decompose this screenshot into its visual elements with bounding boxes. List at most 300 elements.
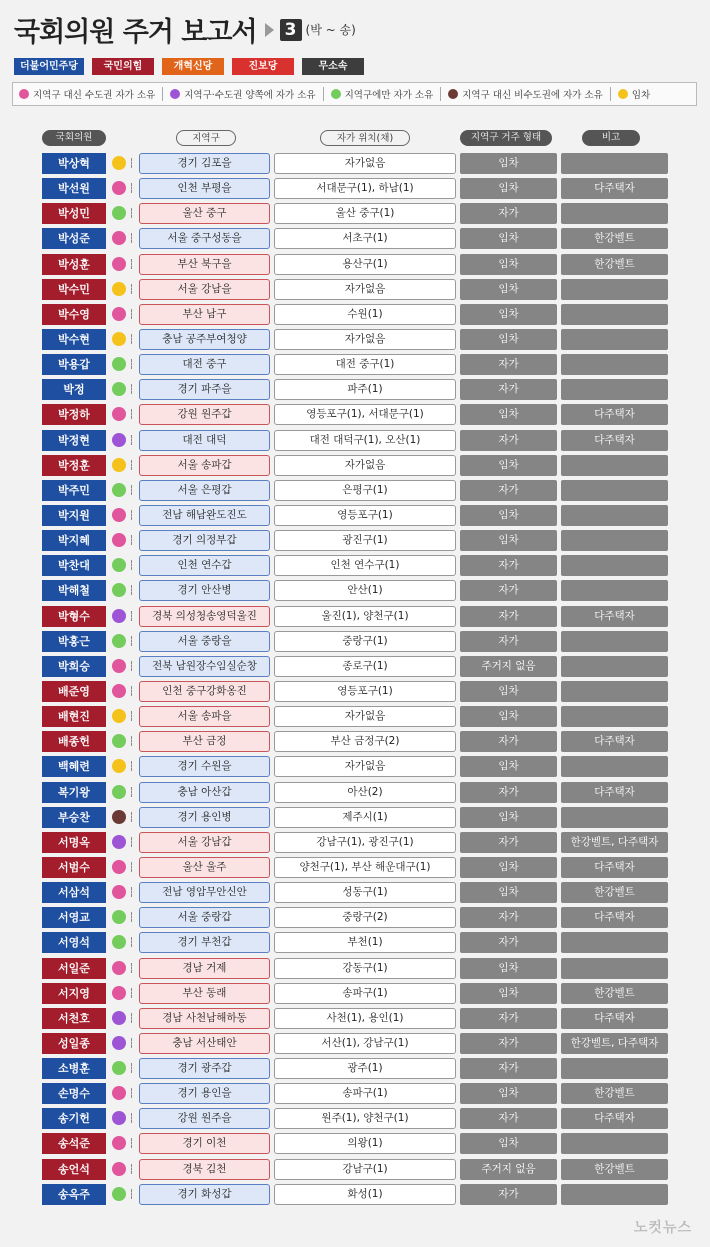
category-dot-icon [112, 583, 126, 597]
note-cell: 한강벨트 [561, 983, 668, 1004]
district-cell: 경기 김포을 [139, 153, 270, 174]
table-row [0, 906, 710, 931]
member-name: 송옥주 [42, 1184, 106, 1205]
location-cell: 용산구(1) [274, 254, 456, 275]
dashed-divider [131, 636, 132, 646]
location-cell: 광주(1) [274, 1058, 456, 1079]
note-cell: 한강벨트 [561, 254, 668, 275]
location-cell: 원주(1), 양천구(1) [274, 1108, 456, 1129]
member-name: 박용갑 [42, 354, 106, 375]
note-cell [561, 807, 668, 828]
category-dot-icon [112, 609, 126, 623]
member-name: 박찬대 [42, 555, 106, 576]
note-cell [561, 932, 668, 953]
district-cell: 대전 중구 [139, 354, 270, 375]
note-cell: 한강벨트 [561, 1083, 668, 1104]
category-dot-icon [112, 1111, 126, 1125]
table-row [0, 227, 710, 252]
news-logo: 노컷뉴스 [633, 1220, 692, 1236]
header-residence: 지역구 거주 형태 [460, 130, 552, 146]
note-cell [561, 1133, 668, 1154]
category-dot-icon [112, 382, 126, 396]
location-cell: 자가없음 [274, 153, 456, 174]
table-row [0, 303, 710, 328]
dashed-divider [131, 384, 132, 394]
dashed-divider [131, 183, 132, 193]
member-name: 성일종 [42, 1033, 106, 1054]
table-row [0, 429, 710, 454]
district-cell: 경기 파주을 [139, 379, 270, 400]
member-name: 박정현 [42, 430, 106, 451]
location-cell: 송파구(1) [274, 1083, 456, 1104]
note-cell [561, 153, 668, 174]
member-name: 박수영 [42, 304, 106, 325]
category-dot-icon [112, 1061, 126, 1075]
table-row [0, 1183, 710, 1208]
dashed-divider [131, 259, 132, 269]
legend-label: 지역구에만 자가 소유 [344, 90, 434, 101]
dashed-divider [131, 937, 132, 947]
residence-cell: 자가 [460, 430, 557, 451]
category-dot-icon [112, 1011, 126, 1025]
dashed-divider [131, 862, 132, 872]
district-cell: 서울 송파을 [139, 706, 270, 727]
district-cell: 충남 아산갑 [139, 782, 270, 803]
legend-divider [323, 87, 324, 101]
residence-cell: 임차 [460, 681, 557, 702]
table-row [0, 781, 710, 806]
table-row [0, 328, 710, 353]
location-cell: 자가없음 [274, 455, 456, 476]
district-cell: 전남 해남완도진도 [139, 505, 270, 526]
district-cell: 서울 강남을 [139, 279, 270, 300]
residence-cell: 임차 [460, 455, 557, 476]
dashed-divider [131, 761, 132, 771]
header-district: 지역구 [176, 130, 236, 146]
residence-cell: 자가 [460, 782, 557, 803]
dashed-divider [131, 585, 132, 595]
note-cell [561, 555, 668, 576]
district-cell: 충남 서산태안 [139, 1033, 270, 1054]
table-row [0, 1082, 710, 1107]
district-cell: 경기 안산병 [139, 580, 270, 601]
residence-cell: 자가 [460, 1058, 557, 1079]
dashed-divider [131, 485, 132, 495]
table-row [0, 1057, 710, 1082]
location-cell: 자가없음 [274, 756, 456, 777]
category-dot-icon [112, 458, 126, 472]
table-row [0, 454, 710, 479]
note-cell [561, 656, 668, 677]
category-dot-icon [112, 1036, 126, 1050]
legend-dot-icon [331, 89, 341, 99]
residence-cell: 임차 [460, 958, 557, 979]
table-row [0, 680, 710, 705]
table-row [0, 831, 710, 856]
table-row [0, 655, 710, 680]
note-cell [561, 329, 668, 350]
legend-divider [162, 87, 163, 101]
dashed-divider [131, 309, 132, 319]
note-cell [561, 1184, 668, 1205]
table-row [0, 605, 710, 630]
district-cell: 전남 영암무안신안 [139, 882, 270, 903]
member-name: 서명옥 [42, 832, 106, 853]
category-dot-icon [112, 634, 126, 648]
note-cell [561, 756, 668, 777]
district-cell: 경남 거제 [139, 958, 270, 979]
residence-cell: 임차 [460, 304, 557, 325]
district-cell: 부산 동래 [139, 983, 270, 1004]
dashed-divider [131, 611, 132, 621]
party-tag: 진보당 [232, 58, 294, 75]
note-cell [561, 958, 668, 979]
dashed-divider [131, 686, 132, 696]
note-cell: 다주택자 [561, 731, 668, 752]
table-row [0, 253, 710, 278]
table-row [0, 1158, 710, 1183]
location-cell: 강동구(1) [274, 958, 456, 979]
legend-item [618, 87, 650, 101]
location-cell: 파주(1) [274, 379, 456, 400]
residence-cell: 자가 [460, 480, 557, 501]
location-cell: 자가없음 [274, 329, 456, 350]
party-tag: 무소속 [302, 58, 364, 75]
member-name: 소병훈 [42, 1058, 106, 1079]
legend-label: 지역구·수도권 양쪽에 자가 소유 [184, 90, 316, 101]
district-cell: 인천 중구강화옹진 [139, 681, 270, 702]
residence-cell: 임차 [460, 178, 557, 199]
member-name: 송기헌 [42, 1108, 106, 1129]
category-dot-icon [112, 407, 126, 421]
residence-cell: 자가 [460, 1108, 557, 1129]
dashed-divider [131, 560, 132, 570]
note-cell: 다주택자 [561, 907, 668, 928]
residence-cell: 임차 [460, 505, 557, 526]
note-cell: 다주택자 [561, 1008, 668, 1029]
location-cell: 영등포구(1) [274, 505, 456, 526]
category-dot-icon [112, 935, 126, 949]
residence-cell: 자가 [460, 580, 557, 601]
district-cell: 강원 원주갑 [139, 404, 270, 425]
district-cell: 서울 중구성동을 [139, 228, 270, 249]
residence-cell: 자가 [460, 203, 557, 224]
residence-cell: 주거지 없음 [460, 1159, 557, 1180]
dashed-divider [131, 233, 132, 243]
note-cell: 다주택자 [561, 404, 668, 425]
legend-item [448, 87, 603, 101]
district-cell: 경남 사천남해하동 [139, 1008, 270, 1029]
residence-cell: 자가 [460, 731, 557, 752]
residence-cell: 자가 [460, 1008, 557, 1029]
residence-cell: 자가 [460, 379, 557, 400]
district-cell: 울산 중구 [139, 203, 270, 224]
note-cell [561, 706, 668, 727]
table-row [0, 630, 710, 655]
member-name: 서천호 [42, 1008, 106, 1029]
volume-badge: 3 [280, 19, 302, 41]
category-dot-icon [112, 961, 126, 975]
dashed-divider [131, 158, 132, 168]
member-name: 박지원 [42, 505, 106, 526]
category-dot-icon [112, 533, 126, 547]
residence-cell: 자가 [460, 631, 557, 652]
category-dot-icon [112, 810, 126, 824]
dashed-divider [131, 1088, 132, 1098]
residence-cell: 임차 [460, 807, 557, 828]
district-cell: 경북 김천 [139, 1159, 270, 1180]
member-name: 박지혜 [42, 530, 106, 551]
dashed-divider [131, 787, 132, 797]
location-cell: 서산(1), 강남구(1) [274, 1033, 456, 1054]
dashed-divider [131, 1063, 132, 1073]
dashed-divider [131, 460, 132, 470]
member-name: 박수현 [42, 329, 106, 350]
district-cell: 경기 이천 [139, 1133, 270, 1154]
category-dot-icon [112, 759, 126, 773]
residence-cell: 임차 [460, 706, 557, 727]
district-cell: 경기 화성갑 [139, 1184, 270, 1205]
location-cell: 아산(2) [274, 782, 456, 803]
district-cell: 부산 북구을 [139, 254, 270, 275]
residence-cell: 임차 [460, 404, 557, 425]
table-row [0, 931, 710, 956]
district-cell: 서울 중랑을 [139, 631, 270, 652]
table-header [0, 130, 710, 146]
note-cell [561, 631, 668, 652]
location-cell: 안산(1) [274, 580, 456, 601]
location-cell: 부산 금정구(2) [274, 731, 456, 752]
table-row [0, 982, 710, 1007]
district-cell: 경기 의정부갑 [139, 530, 270, 551]
district-cell: 서울 강남갑 [139, 832, 270, 853]
residence-cell: 자가 [460, 932, 557, 953]
dashed-divider [131, 837, 132, 847]
table-row [0, 1032, 710, 1057]
table-row [0, 1132, 710, 1157]
member-name: 박해철 [42, 580, 106, 601]
dashed-divider [131, 963, 132, 973]
member-name: 박홍근 [42, 631, 106, 652]
title-row [14, 10, 356, 49]
district-cell: 경기 부천갑 [139, 932, 270, 953]
table-row [0, 755, 710, 780]
table-row [0, 1007, 710, 1032]
residence-cell: 임차 [460, 983, 557, 1004]
note-cell [561, 580, 668, 601]
table-row [0, 806, 710, 831]
member-name: 박성민 [42, 203, 106, 224]
color-legend [12, 82, 697, 106]
residence-cell: 자가 [460, 832, 557, 853]
table-row [0, 1107, 710, 1132]
legend-dot-icon [170, 89, 180, 99]
residence-cell: 자가 [460, 555, 557, 576]
note-cell [561, 681, 668, 702]
note-cell [561, 1058, 668, 1079]
district-cell: 인천 연수갑 [139, 555, 270, 576]
note-cell [561, 505, 668, 526]
note-cell: 다주택자 [561, 606, 668, 627]
note-cell: 다주택자 [561, 782, 668, 803]
category-dot-icon [112, 1162, 126, 1176]
residence-cell: 임차 [460, 254, 557, 275]
location-cell: 자가없음 [274, 279, 456, 300]
member-name: 박선원 [42, 178, 106, 199]
district-cell: 인천 부평을 [139, 178, 270, 199]
category-dot-icon [112, 483, 126, 497]
district-cell: 서울 중랑갑 [139, 907, 270, 928]
dashed-divider [131, 535, 132, 545]
dashed-divider [131, 1038, 132, 1048]
residence-cell: 임차 [460, 1083, 557, 1104]
location-cell: 은평구(1) [274, 480, 456, 501]
table-row [0, 152, 710, 177]
category-dot-icon [112, 1187, 126, 1201]
legend-item [170, 87, 315, 101]
location-cell: 송파구(1) [274, 983, 456, 1004]
district-cell: 경기 광주갑 [139, 1058, 270, 1079]
location-cell: 광진구(1) [274, 530, 456, 551]
note-cell [561, 530, 668, 551]
dashed-divider [131, 812, 132, 822]
member-name: 박주민 [42, 480, 106, 501]
location-cell: 화성(1) [274, 1184, 456, 1205]
residence-cell: 임차 [460, 153, 557, 174]
member-table [0, 152, 710, 1208]
dashed-divider [131, 661, 132, 671]
note-cell [561, 379, 668, 400]
note-cell: 한강벨트 [561, 882, 668, 903]
member-name: 배준영 [42, 681, 106, 702]
location-cell: 종로구(1) [274, 656, 456, 677]
member-name: 서지영 [42, 983, 106, 1004]
note-cell: 한강벨트 [561, 1159, 668, 1180]
category-dot-icon [112, 684, 126, 698]
member-name: 박성훈 [42, 254, 106, 275]
table-row [0, 957, 710, 982]
location-cell: 사천(1), 용인(1) [274, 1008, 456, 1029]
category-dot-icon [112, 282, 126, 296]
play-arrow-icon [265, 23, 274, 37]
legend-item [19, 87, 155, 101]
location-cell: 영등포구(1), 서대문구(1) [274, 404, 456, 425]
legend-label: 지역구 대신 비수도권에 자가 소유 [462, 90, 603, 101]
legend-divider [440, 87, 441, 101]
location-cell: 양천구(1), 부산 해운대구(1) [274, 857, 456, 878]
legend-item [331, 87, 434, 101]
member-name: 박형수 [42, 606, 106, 627]
location-cell: 중랑구(2) [274, 907, 456, 928]
location-cell: 부천(1) [274, 932, 456, 953]
member-name: 배현진 [42, 706, 106, 727]
category-dot-icon [112, 885, 126, 899]
legend-label: 지역구 대신 수도권 자가 소유 [33, 90, 156, 101]
member-name: 배종헌 [42, 731, 106, 752]
table-row [0, 504, 710, 529]
location-cell: 울진(1), 양천구(1) [274, 606, 456, 627]
location-cell: 제주시(1) [274, 807, 456, 828]
table-row [0, 378, 710, 403]
dashed-divider [131, 510, 132, 520]
category-dot-icon [112, 307, 126, 321]
location-cell: 서초구(1) [274, 228, 456, 249]
party-tag: 더불어민주당 [14, 58, 84, 75]
member-name: 백혜련 [42, 756, 106, 777]
note-cell [561, 480, 668, 501]
member-name: 서범수 [42, 857, 106, 878]
note-cell [561, 354, 668, 375]
district-cell: 강원 원주을 [139, 1108, 270, 1129]
district-cell: 서울 은평갑 [139, 480, 270, 501]
dashed-divider [131, 334, 132, 344]
district-cell: 부산 금정 [139, 731, 270, 752]
member-name: 박성준 [42, 228, 106, 249]
district-cell: 대전 대덕 [139, 430, 270, 451]
legend-dot-icon [618, 89, 628, 99]
residence-cell: 자가 [460, 907, 557, 928]
location-cell: 성동구(1) [274, 882, 456, 903]
dashed-divider [131, 409, 132, 419]
category-dot-icon [112, 257, 126, 271]
residence-cell: 임차 [460, 756, 557, 777]
district-cell: 경북 의성청송영덕울진 [139, 606, 270, 627]
dashed-divider [131, 284, 132, 294]
party-legend [14, 58, 364, 75]
residence-cell: 임차 [460, 530, 557, 551]
dashed-divider [131, 208, 132, 218]
dashed-divider [131, 1013, 132, 1023]
note-cell [561, 279, 668, 300]
dashed-divider [131, 1164, 132, 1174]
table-row [0, 881, 710, 906]
member-name: 손명수 [42, 1083, 106, 1104]
member-name: 서일준 [42, 958, 106, 979]
note-cell: 한강벨트 [561, 228, 668, 249]
legend-dot-icon [19, 89, 29, 99]
category-dot-icon [112, 1086, 126, 1100]
dashed-divider [131, 359, 132, 369]
category-dot-icon [112, 709, 126, 723]
category-dot-icon [112, 156, 126, 170]
residence-cell: 자가 [460, 1184, 557, 1205]
district-cell: 울산 울주 [139, 857, 270, 878]
location-cell: 영등포구(1) [274, 681, 456, 702]
residence-cell: 임차 [460, 329, 557, 350]
category-dot-icon [112, 734, 126, 748]
table-row [0, 705, 710, 730]
table-row [0, 403, 710, 428]
table-row [0, 353, 710, 378]
note-cell [561, 304, 668, 325]
party-tag: 개혁신당 [162, 58, 224, 75]
note-cell: 한강벨트, 다주택자 [561, 1033, 668, 1054]
category-dot-icon [112, 860, 126, 874]
category-dot-icon [112, 508, 126, 522]
district-cell: 경기 용인병 [139, 807, 270, 828]
member-name: 박희승 [42, 656, 106, 677]
table-row [0, 529, 710, 554]
residence-cell: 임차 [460, 882, 557, 903]
header-note: 비고 [582, 130, 640, 146]
dashed-divider [131, 736, 132, 746]
district-cell: 충남 공주부여청양 [139, 329, 270, 350]
category-dot-icon [112, 986, 126, 1000]
table-row [0, 730, 710, 755]
member-name: 송언석 [42, 1159, 106, 1180]
table-row [0, 202, 710, 227]
residence-cell: 임차 [460, 1133, 557, 1154]
